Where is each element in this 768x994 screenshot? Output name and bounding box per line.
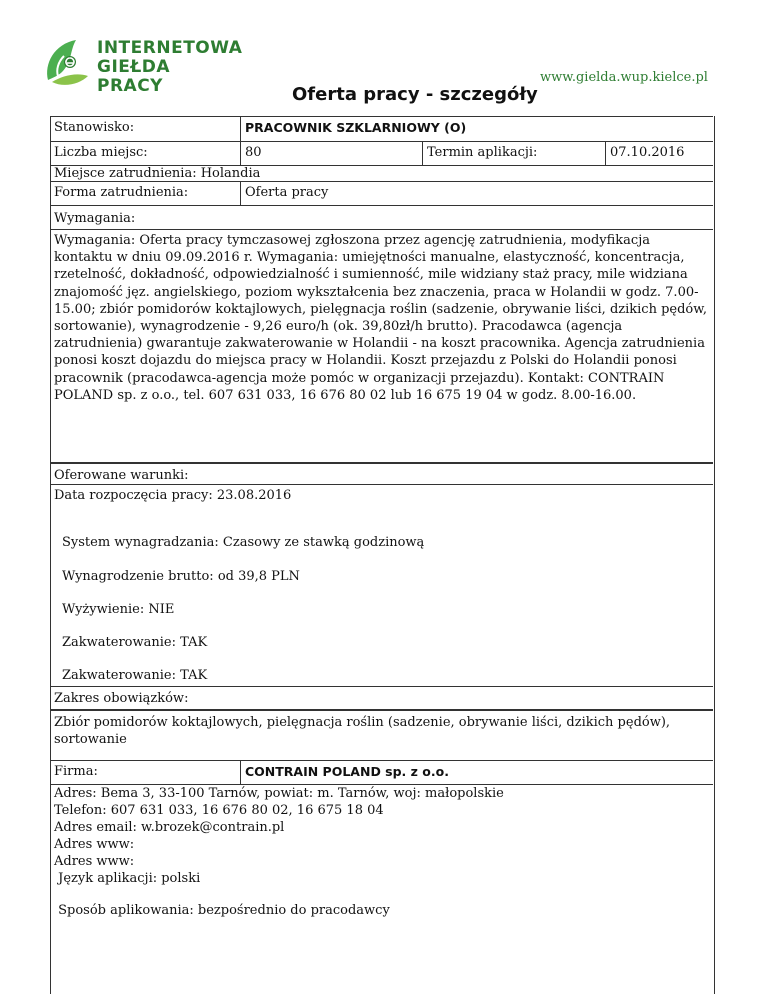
places-label: Liczba miejsc: bbox=[54, 145, 148, 160]
logo-line1: INTERNETOWA bbox=[97, 38, 243, 58]
duties-text: Zbiór pomidorów koktajlowych, pielęgnacja roślin (sadzenie, obrywanie liści, dzikich pędów), sortowanie bbox=[50, 709, 713, 760]
meals: Wyżywienie: NIE bbox=[62, 602, 175, 617]
logo bbox=[42, 36, 243, 96]
employment-label: Forma zatrudnienia: bbox=[54, 185, 189, 200]
company-label: Firma: bbox=[54, 764, 98, 779]
conditions-block bbox=[50, 484, 713, 686]
position-value: PRACOWNIK SZKLARNIOWY (O) bbox=[240, 117, 713, 141]
gross-pay: Wynagrodzenie brutto: od 39,8 PLN bbox=[62, 569, 300, 584]
row-position bbox=[50, 116, 713, 141]
company-phone: Telefon: 607 631 033, 16 676 80 02, 16 675 18 04 bbox=[54, 803, 384, 818]
company-address: Adres: Bema 3, 33-100 Tarnów, powiat: m. Tarnów, woj: małopolskie bbox=[54, 786, 504, 801]
places-value: 80 bbox=[240, 142, 422, 165]
pay-system: System wynagradzania: Czasowy ze stawką godzinową bbox=[62, 535, 425, 550]
company-value: CONTRAIN POLAND sp. z o.o. bbox=[240, 761, 713, 784]
duties-label: Zakres obowiązków: bbox=[50, 686, 713, 709]
accommodation-1: Zakwaterowanie: TAK bbox=[62, 635, 208, 650]
company-www-1: Adres www: bbox=[54, 837, 135, 852]
company-details bbox=[50, 784, 713, 994]
start-date: Data rozpoczęcia pracy: 23.08.2016 bbox=[54, 488, 292, 503]
deadline-value: 07.10.2016 bbox=[605, 142, 713, 165]
logo-line2: GIEŁDA PRACY bbox=[97, 57, 171, 96]
company-email[interactable]: Adres email: w.brozek@contrain.pl bbox=[54, 820, 285, 835]
deadline-label: Termin aplikacji: bbox=[422, 142, 605, 165]
employment-value: Oferta pracy bbox=[240, 182, 713, 205]
position-label: Stanowisko: bbox=[54, 120, 135, 135]
page-title: Oferta pracy - szczegóły bbox=[292, 84, 538, 105]
application-method: Sposób aplikowania: bezpośrednio do pracodawcy bbox=[54, 903, 390, 918]
leaf-logo-icon bbox=[42, 36, 92, 88]
row-company bbox=[50, 760, 713, 784]
row-places bbox=[50, 141, 713, 165]
company-www-2: Adres www: bbox=[54, 854, 135, 869]
row-employment bbox=[50, 181, 713, 205]
application-language: Język aplikacji: polski bbox=[54, 871, 201, 886]
requirements-label: Wymagania: bbox=[50, 205, 713, 229]
accommodation-2: Zakwaterowanie: TAK bbox=[62, 668, 208, 683]
row-workplace bbox=[50, 165, 713, 181]
logo-text bbox=[97, 39, 242, 96]
requirements-text: Wymagania: Oferta pracy tymczasowej zgłoszona przez agencję zatrudnienia, modyfikacja kontaktu w dniu 09.09.2016 r. Wymagania: umiejętności manualne, elastyczność, koncentracja, rzetelność, dokładność, odpowiedzialność i sumienność, mile widziany staż pracy, mile widziana znajomość jęz. angielskiego, poziom wykształcenia bez znaczenia, praca w Holandii w godz. 7.00-15.00; zbiór pomidorów koktajlowych, pielęgnacja roślin (sadzenie, obrywanie liści, dzikich pędów, sortowanie), wynagrodzenie - 9,26 euro/h (ok. 39,80zł/h brutto). Pracodawca (agencja zatrudnienia) gwarantuje zakwaterowanie w Holandii - na koszt pracownika. Agencja zatrudnienia ponosi koszt dojazdu do miejsca pracy w Holandii. Koszt przejazdu z Polski do Holandii ponosi pracownik (pracodawca-agencja może pomóc w organizacji przejazdu). Kontakt: CONTRAIN POLAND sp. z o.o., tel. 607 631 033, 16 676 80 02 lub 16 675 19 04 w godz. 8.00-16.00. bbox=[50, 229, 713, 462]
conditions-label: Oferowane warunki: bbox=[50, 462, 713, 484]
workplace: Miejsce zatrudnienia: Holandia bbox=[54, 166, 261, 181]
site-url-link[interactable]: www.gielda.wup.kielce.pl bbox=[540, 70, 708, 85]
